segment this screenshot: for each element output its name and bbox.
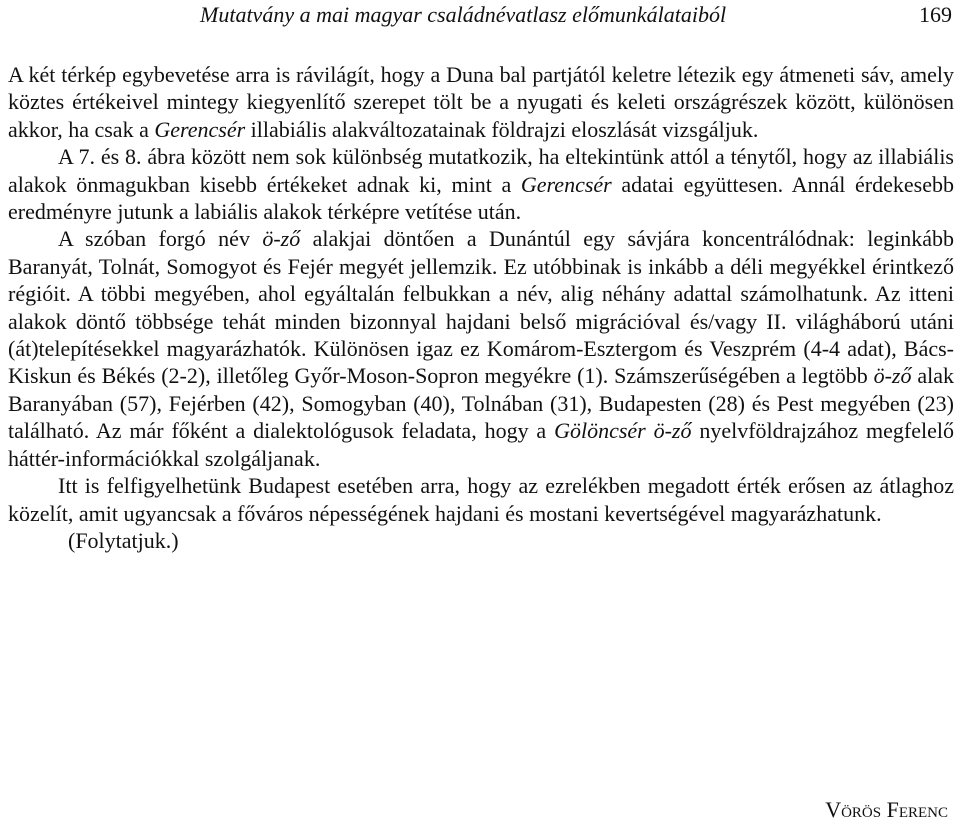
body-text — [8, 61, 954, 554]
text-run: illabiális alakváltozatainak földrajzi eloszlását vizsgáljuk. — [245, 116, 759, 142]
text-run: A 7. és 8. ábra között nem sok különbség mutatkozik, ha eltekintünk attól a ténytől, hogy az illabiális alakok önmagukban kisebb értékeket adnak ki, mint a — [8, 144, 954, 197]
text-run: (Folytatjuk.) — [68, 527, 179, 553]
italic-term: Gerencsér — [520, 171, 612, 197]
italic-term: ö-ző — [262, 226, 301, 252]
text-run: Itt is felfigyelhetünk Budapest esetében arra, hogy az ezrelékben megadott érték erősen az átlaghoz közelít, amit ugyancsak a főváros népességének hajdani és mostani kevertségével magyarázhatunk. — [8, 473, 954, 526]
text-run: A szóban forgó név — [58, 226, 263, 252]
paragraph-2 — [8, 143, 954, 225]
paragraph-4 — [8, 472, 954, 527]
text-run: A két térkép egybevetése arra is rávilágít, hogy a Duna bal partjától keletre létezik egy átmeneti sáv, amely köztes értékeivel mintegy kiegyenlítő szerepet tölt be a nyugati és keleti országrészek között, különösen akkor, ha csak a — [8, 62, 954, 142]
text-run: alak Baranyában (57), Fejérben (42), Somogyban (40), Tolnában (31), Budapesten (28) és Pest megyében (23) található. Az már főként a dialektológusok feladata, hogy a — [8, 363, 954, 444]
author-signature: Vörös Ferenc — [825, 797, 948, 822]
continuation-note — [8, 527, 954, 554]
italic-term: ö-ző — [873, 363, 912, 389]
italic-term: Gölöncsér ö-ző — [554, 418, 692, 444]
text-run: nyelvföldrajzához megfelelő háttér-információkkal szolgáljanak. — [8, 418, 954, 471]
text-run: adatai együttesen. Annál érdekesebb eredményre jutunk a labiális alakok térképre vetítése után. — [8, 171, 954, 225]
running-title: Mutatvány a mai magyar családnévatlasz előmunkálataiból — [200, 2, 727, 27]
page-header — [0, 0, 960, 38]
paragraph-1 — [8, 61, 954, 143]
text-run: alakjai döntően a Dunántúl egy sávjára koncentrálódnak: leginkább Baranyát, Tolnát, Somogyot és Fejér megyét jellemzik. Ez utóbbinak is inkább a déli megyékkel érintkező régióit. A többi megyében, ahol egyáltalán felbukkan a név, alig néhány adattal számolhatunk. Az itteni alakok döntő többsége tehát minden bizonnyal hajdani belső migrációval és/vagy II. világháború utáni (át)telepítésekkel magyarázhatók. Különösen igaz ez Komárom-Esztergom és Veszprém (4-4 adat), Bács-Kiskun és Békés (2-2), illetőleg Győr-Moson-Sopron megyékre (1). Számszerűségében a legtöbb — [8, 226, 954, 389]
page-number: 169 — [919, 2, 952, 27]
paragraph-3 — [8, 225, 954, 472]
italic-term: Gerencsér — [154, 116, 246, 142]
